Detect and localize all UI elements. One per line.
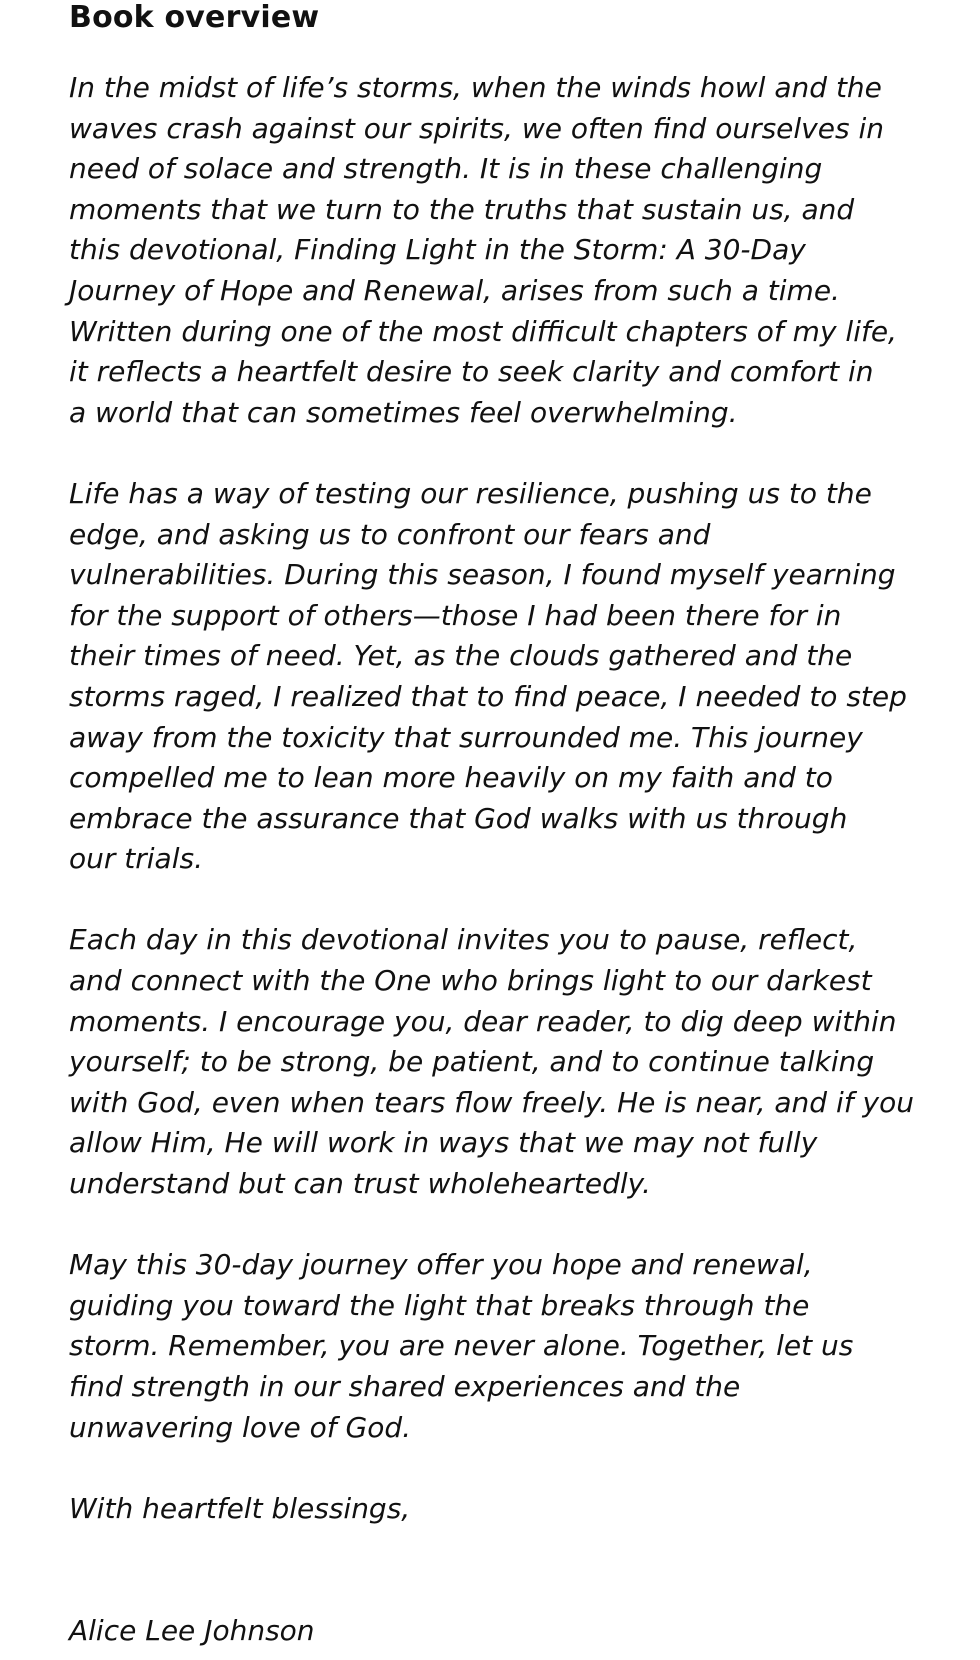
overview-body [69, 68, 914, 1651]
text-line: find strength in our shared experiences and the [69, 1370, 741, 1403]
text-line: understand but can trust wholeheartedly. [69, 1167, 651, 1201]
book-overview-page [69, 0, 914, 1651]
text-line: edge, and asking us to confront our fears and [69, 517, 711, 551]
text-line: their times of need. Yet, as the clouds gathered and the [69, 639, 853, 673]
text-line: a world that can sometimes feel overwhelming. [69, 395, 738, 429]
text-line: moments that we turn to the truths that sustain us, and [69, 192, 855, 226]
text-line: Journey of Hope and Renewal, arises from such a time. [69, 273, 840, 307]
text-line: May this 30-day journey offer you hope and renewal, [69, 1248, 813, 1282]
text-line: allow Him, He will work in ways that we may not fully [69, 1126, 818, 1160]
text-line: waves crash against our spirits, we often find ourselves in [69, 111, 884, 145]
text-line: this devotional, Finding Light in the Storm: A 30-Day [69, 233, 806, 267]
text-line: Life has a way of testing our resilience, pushing us to the [69, 476, 872, 510]
overview-paragraph [69, 68, 909, 433]
text-line: moments. I encourage you, dear reader, to dig deep within [69, 1004, 897, 1038]
text-line: storm. Remember, you are never alone. Together, let us [69, 1329, 854, 1363]
text-line: embrace the assurance that God walks with us through [69, 801, 848, 835]
page-title: Book overview [69, 0, 320, 35]
text-line: Each day in this devotional invites you to pause, reflect, [69, 923, 858, 957]
closing-line: With heartfelt blessings, [69, 1491, 411, 1525]
text-line: with God, even when tears flow freely. He is near, and if you [69, 1085, 914, 1119]
text-line: yourself; to be strong, be patient, and to continue talking [69, 1045, 875, 1079]
author-signature: Alice Lee Johnson [69, 1613, 315, 1647]
text-line: vulnerabilities. During this season, I found myself yearning [69, 558, 896, 592]
overview-paragraph [69, 920, 914, 1204]
text-line: for the support of others—those I had been there for in [69, 598, 842, 632]
text-line: need of solace and strength. It is in these challenging [69, 152, 823, 186]
text-line: guiding you toward the light that breaks through the [69, 1288, 810, 1322]
overview-paragraph [69, 1245, 909, 1448]
text-line: away from the toxicity that surrounded me. This journey [69, 720, 863, 754]
text-line: storms raged, I realized that to find peace, I needed to step [69, 679, 907, 713]
text-line: our trials. [69, 842, 203, 876]
text-line: it reflects a heartfelt desire to seek clarity and comfort in [69, 355, 874, 389]
text-line: unwavering love of God. [69, 1410, 412, 1444]
text-line: In the midst of life’s storms, when the winds howl and the [69, 71, 882, 104]
text-line: and connect with the One who brings light to our darkest [69, 964, 872, 998]
text-line: Written during one of the most difficult chapters of my life, [69, 314, 897, 348]
text-line: compelled me to lean more heavily on my faith and to [69, 761, 833, 795]
overview-paragraph [69, 474, 909, 880]
